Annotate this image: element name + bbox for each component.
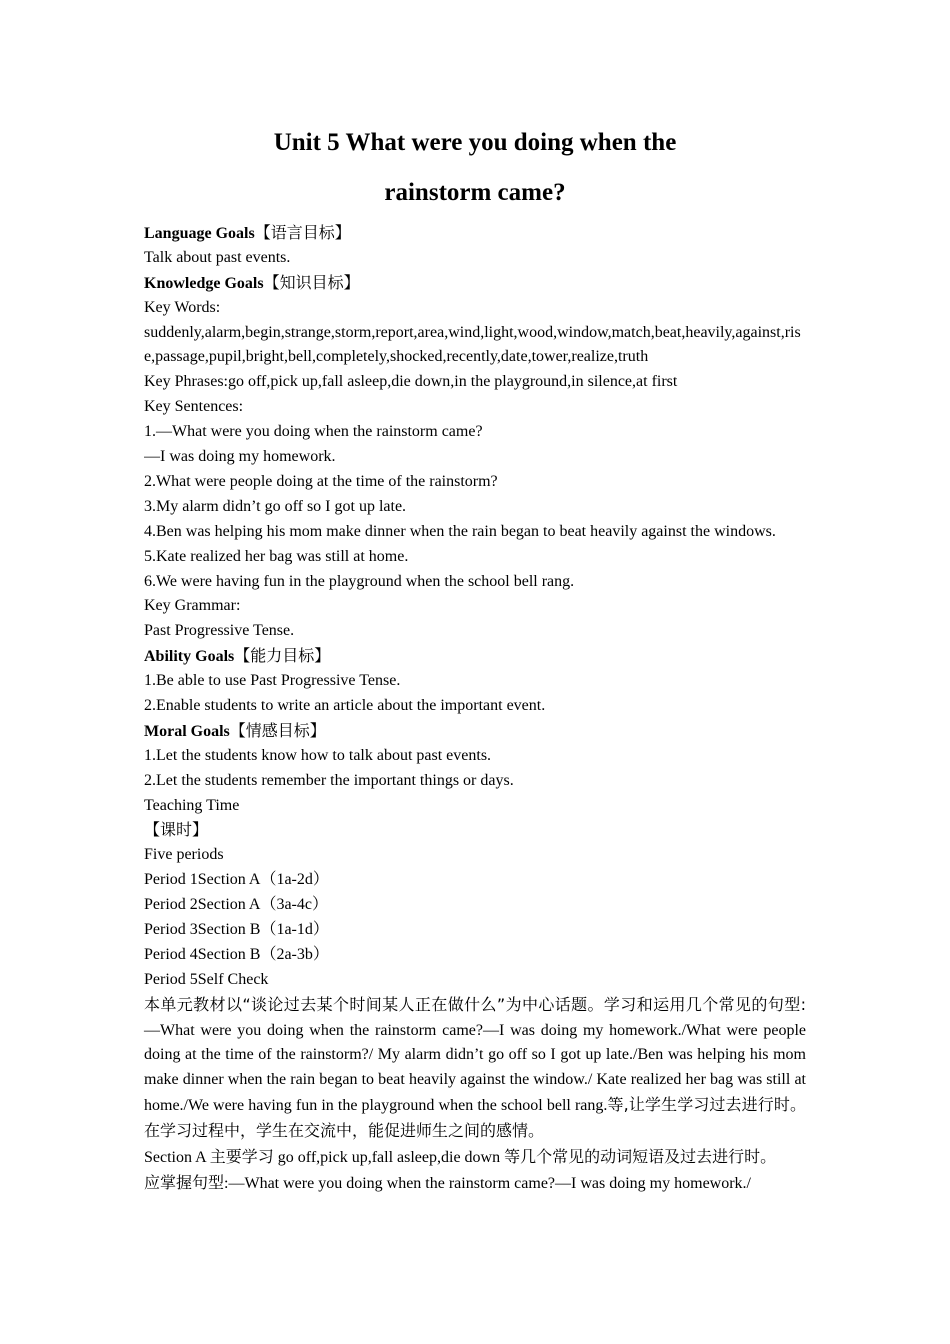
key-sentence: —I was doing my homework.	[144, 448, 336, 466]
period-item: Period 5Self Check	[144, 970, 269, 988]
key-phrases: Key Phrases:go off,pick up,fall asleep,die down,in the playground,in silence,at first	[144, 373, 678, 391]
period-item: Period 1Section A（1a-2d）	[144, 871, 329, 889]
section-a-summary: Section A 主要学习 go off,pick up,fall asleep,die down 等几个常见的动词短语及过去进行时。	[144, 1147, 777, 1167]
period-item: Period 4Section B（2a-3b）	[144, 945, 329, 963]
document-body	[144, 221, 806, 1196]
ability-goal-item: 2.Enable students to write an article about the important event.	[144, 696, 546, 714]
teaching-time-label-cn: 【课时】	[144, 820, 209, 840]
document-title	[144, 118, 806, 218]
key-sentence: 5.Kate realized her bag was still at home.	[144, 547, 409, 565]
key-words-list: suddenly,alarm,begin,strange,storm,report,area,wind,light,wood,window,match,beat,heavily,against,rise,passage,pupil,bright,bell,completely,shocked,recently,date,tower,realize,truth	[144, 323, 801, 366]
key-sentence: 6.We were having fun in the playground when the school bell rang.	[144, 572, 575, 590]
overview-paragraph: 本单元教材以“谈论过去某个时间某人正在做什么”为中心话题。学习和运用几个常见的句型: —What were you doing when the rainstorm came?—I was doing my homework./What were people doing at the time of the rainstorm?/ My alarm didn’t go off so I got up late./Ben was helping his mom make dinner when the rain began to beat heavily against the window./ Kate realized her bag was still at home./We were having fun in the playground when the school bell rang.等,让学生学习过去进行时。在学习过程中，学生在交流中，能促进师生之间的感情。	[144, 994, 807, 1141]
key-sentence: 3.My alarm didn’t go off so I got up late.	[144, 497, 407, 515]
key-grammar: Past Progressive Tense.	[144, 622, 295, 640]
moral-goals-heading: Moral Goals【情感目标】	[144, 720, 326, 740]
period-item: Period 2Section A（3a-4c）	[144, 896, 328, 914]
key-sentence: 1.—What were you doing when the rainstorm came?	[144, 423, 483, 441]
teaching-time-total: Five periods	[144, 846, 224, 864]
teaching-time-label: Teaching Time	[144, 796, 240, 814]
ability-goal-item: 1.Be able to use Past Progressive Tense.	[144, 672, 401, 690]
ability-goals-heading: Ability Goals【能力目标】	[144, 646, 331, 666]
key-sentence: 2.What were people doing at the time of the rainstorm?	[144, 472, 498, 490]
period-item: Period 3Section B（1a-1d）	[144, 920, 329, 938]
language-goals-heading: Language Goals【语言目标】	[144, 223, 351, 242]
moral-goal-item: 2.Let the students remember the important things or days.	[144, 771, 514, 789]
title-line-1: Unit 5 What were you doing when the	[273, 129, 677, 156]
document-page	[144, 118, 806, 1196]
key-grammar-label: Key Grammar:	[144, 597, 241, 615]
moral-goal-item: 1.Let the students know how to talk about past events.	[144, 746, 492, 764]
key-sentence: 4.Ben was helping his mom make dinner when the rain began to beat heavily against the windows.	[144, 522, 776, 540]
key-sentences-label: Key Sentences:	[144, 398, 244, 416]
key-patterns-line: 应掌握句型:—What were you doing when the rainstorm came?—I was doing my homework./	[144, 1173, 751, 1192]
language-goals-text: Talk about past events.	[144, 248, 291, 266]
knowledge-goals-heading: Knowledge Goals【知识目标】	[144, 272, 360, 292]
title-line-2: rainstorm came?	[384, 179, 566, 206]
key-words-label: Key Words:	[144, 298, 221, 316]
